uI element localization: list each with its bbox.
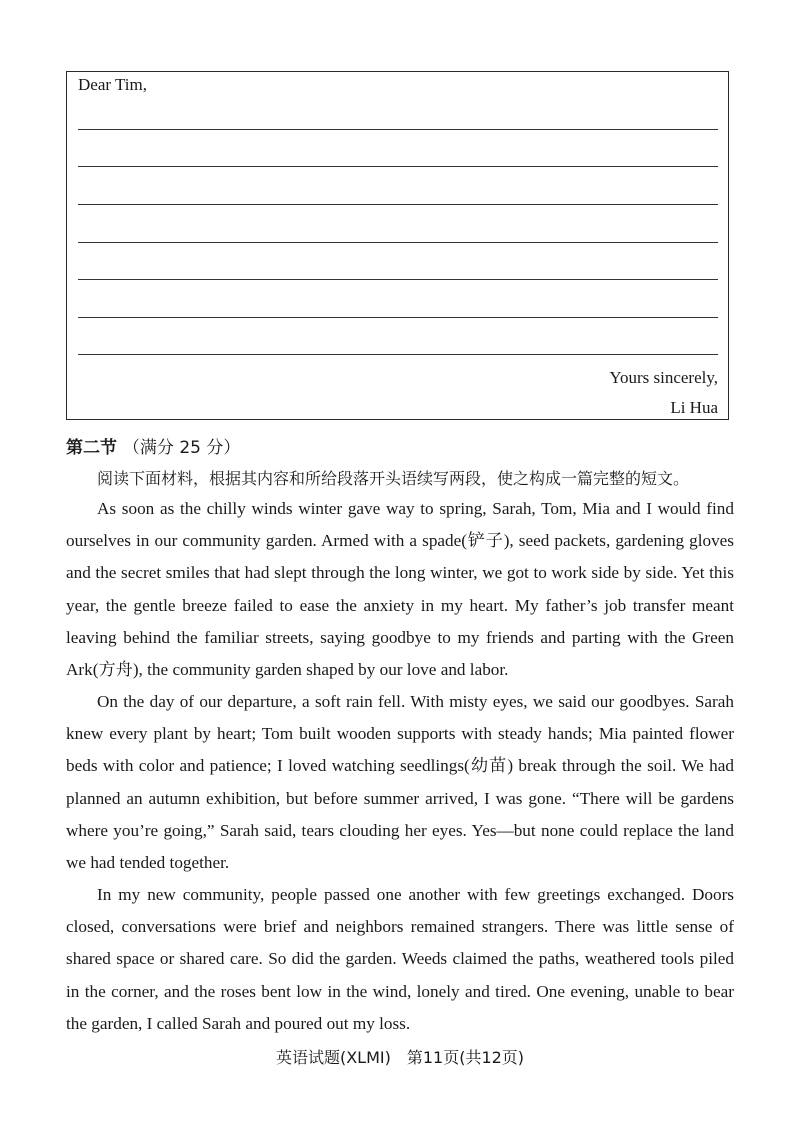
writing-line <box>78 166 718 167</box>
writing-line <box>78 242 718 243</box>
passage-paragraph-3: In my new community, people passed one another with few greetings exchanged. Doors closed, conversations were brief and neighbors remained strangers. There was little sense of shared space or shared care. So did the garden. Weeds claimed the paths, weathered tools piled in the corner, and the roses bent low in the wind, lonely and tired. One evening, unable to bear the garden, I called Sarah and poured out my loss. <box>66 885 734 1033</box>
page-footer: 英语试题(XLMI) 第11页(共12页) <box>275 1048 525 1067</box>
writing-line <box>78 279 718 280</box>
section-score: （满分 25 分） <box>122 438 241 458</box>
passage-paragraph-1: As soon as the chilly winds winter gave way to spring, Sarah, Tom, Mia and I would find ourselves in our community garden. Armed with a spade(铲子), seed packets, gardening gloves and the secret smiles that had slept through the long winter, we got to work side by side. Yet this year, the gentle breeze failed to ease the anxiety in my heart. My father’s job transfer meant leaving behind the familiar streets, saying goodbye to my friends and parting with the Green Ark(方舟), the community garden shaped by our love and labor. <box>66 499 734 680</box>
passage-paragraph-2: On the day of our departure, a soft rain fell. With misty eyes, we said our goodbyes. Sarah knew every plant by heart; Tom built wooden supports with steady hands; Mia painted flower beds with color and patience; I loved watching seedlings(幼苗) break through the soil. We had planned an autumn exhibition, but before summer arrived, I was gone. “There will be gardens where you’re going,” Sarah said, tears clouding her eyes. Yes—but none could replace the land we had tended together. <box>66 692 734 873</box>
writing-line <box>78 204 718 205</box>
letter-closing: Yours sincerely, <box>609 368 718 387</box>
writing-line <box>78 317 718 318</box>
letter-signature: Li Hua <box>670 398 718 417</box>
writing-line <box>78 354 718 355</box>
letter-writing-box <box>66 71 729 420</box>
section-heading <box>66 433 240 458</box>
section-title: 第二节 <box>66 438 117 458</box>
writing-line <box>78 129 718 130</box>
letter-salutation: Dear Tim, <box>78 75 147 94</box>
task-instruction: 阅读下面材料，根据其内容和所给段落开头语续写两段，使之构成一篇完整的短文。 <box>97 469 690 488</box>
